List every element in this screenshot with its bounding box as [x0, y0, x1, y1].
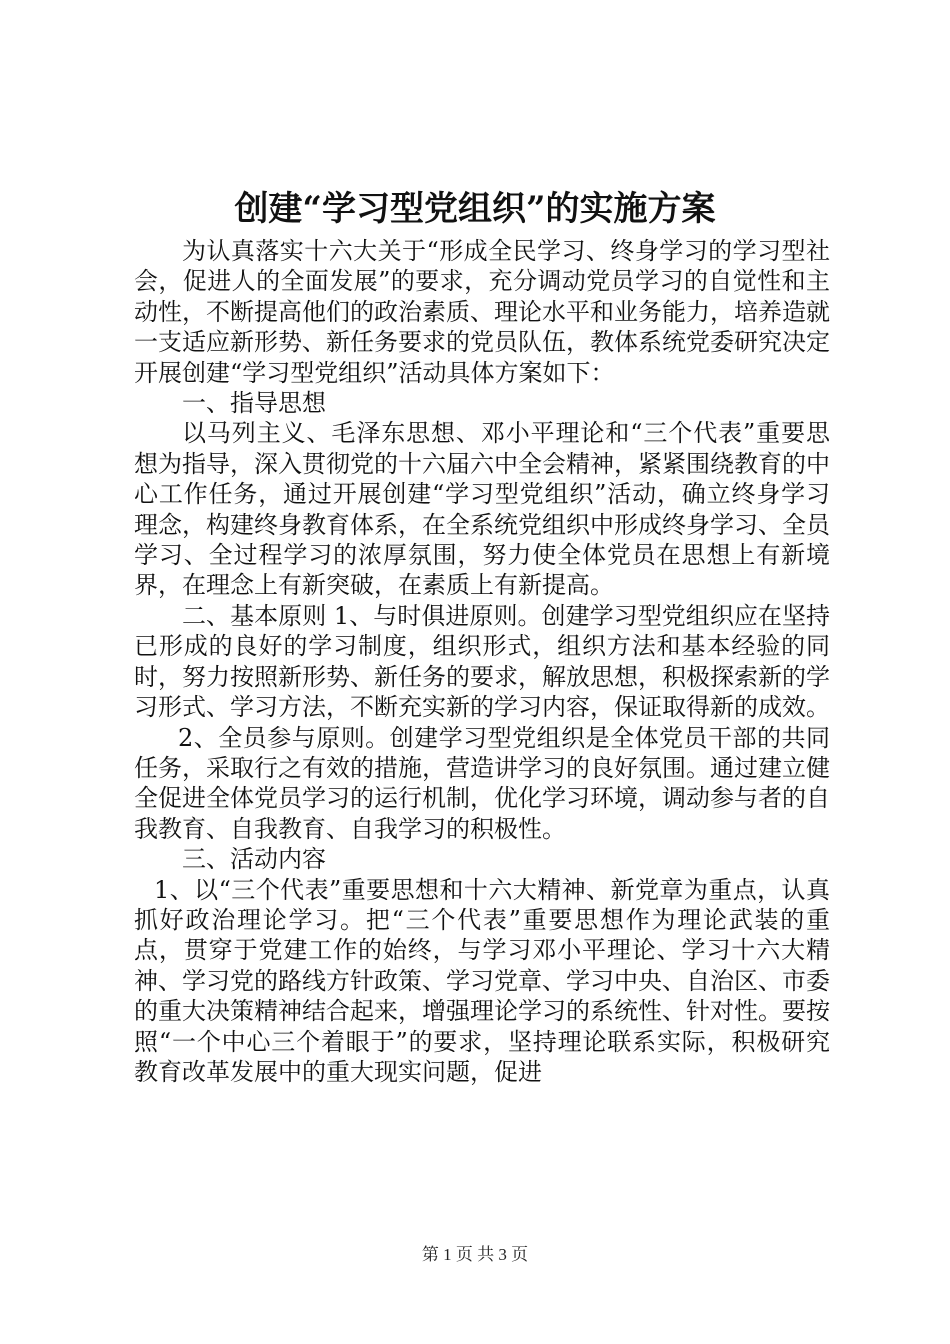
basic-principles-paragraph: 二、基本原则 1、与时俱进原则。创建学习型党组织应在坚持已形成的良好的学习制度，组织形式，组织方法和基本经验的同时，努力按照新形势、新任务的要求，解放思想，积极探索新的学习形式、学习方法，不断充实新的学习内容，保证取得新的成效。 — [134, 601, 830, 722]
section-heading-guiding-ideology: 一、指导思想 — [182, 389, 326, 418]
guiding-ideology-paragraph: 以马列主义、毛泽东思想、邓小平理论和“三个代表”重要思想为指导，深入贯彻党的十六届六中全会精神，紧紧围绕教育的中心工作任务，通过开展创建“学习型党组织”活动，确立终身学习理念，构建终身教育体系，在全系统党组织中形成终身学习、全员学习、全过程学习的浓厚氛围，努力使全体党员在思想上有新境界，在理念上有新突破，在素质上有新提高。 — [134, 419, 830, 600]
document-title: 创建“学习型党组织”的实施方案 — [234, 189, 716, 229]
document-body — [134, 236, 830, 1087]
intro-paragraph: 为认真落实十六大关于“形成全民学习、终身学习的学习型社会，促进人的全面发展”的要求，充分调动党员学习的自觉性和主动性，不断提高他们的政治素质、理论水平和业务能力，培养造就一支适应新形势、新任务要求的党员队伍，教体系统党委研究决定开展创建“学习型党组织”活动具体方案如下： — [134, 237, 830, 387]
page-number-footer: 第 1 页 共 3 页 — [421, 1245, 529, 1264]
activity-content-paragraph: 1、以“三个代表”重要思想和十六大精神、新党章为重点，认真抓好政治理论学习。把“三个代表”重要思想作为理论武装的重点，贯穿于党建工作的始终，与学习邓小平理论、学习十六大精神、学习党的路线方针政策、学习党章、学习中央、自治区、市委的重大决策精神结合起来，增强理论学习的系统性、针对性。要按照“一个中心三个着眼于”的要求，坚持理论联系实际，积极研究教育改革发展中的重大现实问题，促进 — [134, 875, 830, 1086]
section-heading-activity-content: 三、活动内容 — [182, 845, 326, 874]
full-participation-paragraph: 2、全员参与原则。创建学习型党组织是全体党员干部的共同任务，采取行之有效的措施，营造讲学习的良好氛围。通过建立健全促进全体党员学习的运行机制，优化学习环境，调动参与者的自我教育、自我教育、自我学习的积极性。 — [134, 723, 830, 843]
